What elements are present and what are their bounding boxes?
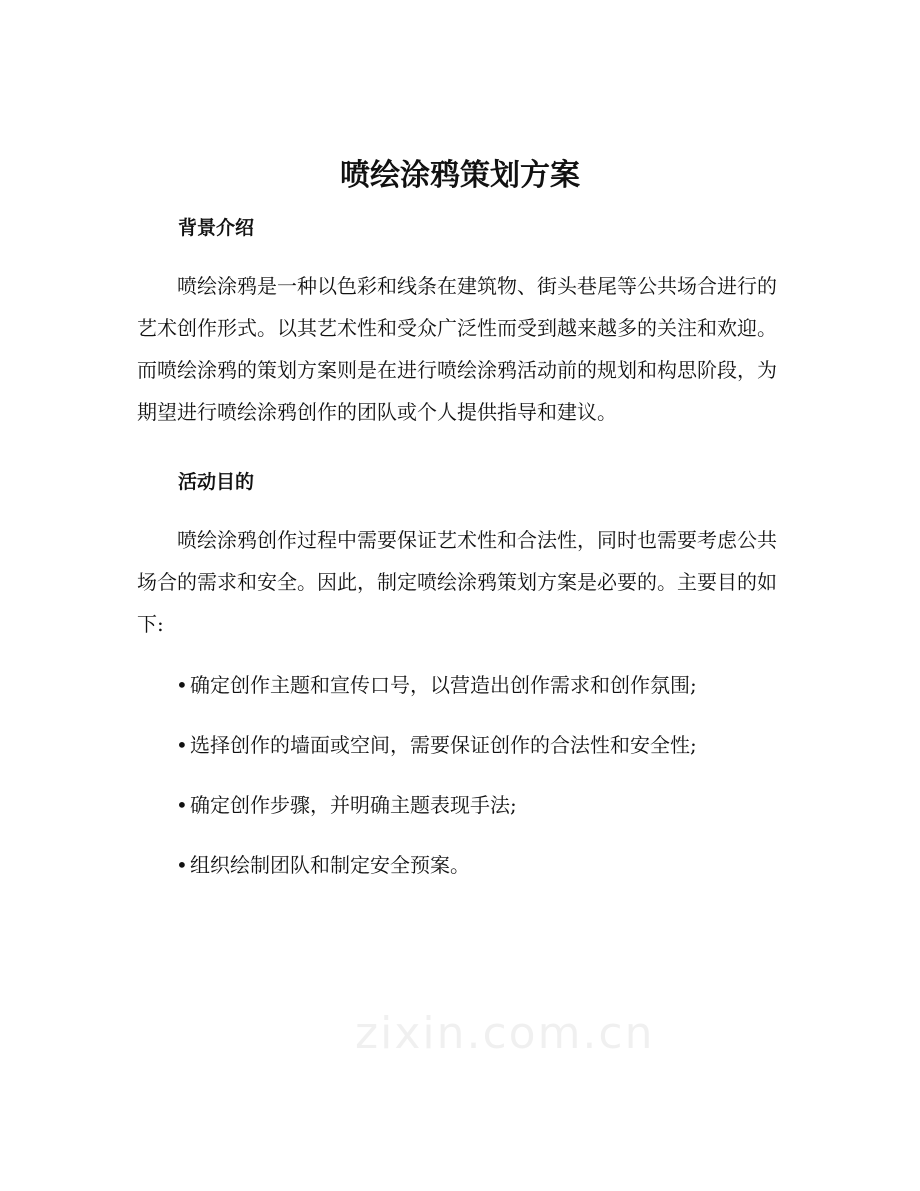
- list-item: [176, 730, 776, 760]
- bullet-icon: •: [176, 673, 188, 697]
- bullet-icon: •: [176, 733, 188, 757]
- list-item: [176, 670, 776, 700]
- background-paragraph: 喷绘涂鸦是一种以色彩和线条在建筑物、街头巷尾等公共场合进行的艺术创作形式。以其艺术性和受众广泛性而受到越来越多的关注和欢迎。而喷绘涂鸦的策划方案则是在进行喷绘涂鸦活动前的规划和构思阶段，为期望进行喷绘涂鸦创作的团队或个人提供指导和建议。: [137, 274, 777, 424]
- bullet-icon: •: [176, 793, 188, 817]
- watermark: zixin.com.cn: [355, 1008, 655, 1059]
- section-heading-background: 背景介绍: [178, 217, 255, 239]
- list-item: [176, 790, 776, 820]
- goals-bullet-list: [176, 670, 776, 910]
- list-item-text: 组织绘制团队和制定安全预案。: [190, 853, 470, 877]
- document-title: 喷绘涂鸦策划方案: [340, 158, 580, 193]
- bullet-icon: •: [176, 853, 188, 877]
- list-item-text: 选择创作的墙面或空间，需要保证创作的合法性和安全性;: [190, 733, 697, 757]
- goals-paragraph: 喷绘涂鸦创作过程中需要保证艺术性和合法性，同时也需要考虑公共场合的需求和安全。因此，制定喷绘涂鸦策划方案是必要的。主要目的如下:: [137, 528, 777, 636]
- list-item: [176, 850, 776, 880]
- section-heading-goals: 活动目的: [178, 471, 255, 493]
- list-item-text: 确定创作步骤，并明确主题表现手法;: [190, 793, 517, 817]
- list-item-text: 确定创作主题和宣传口号，以营造出创作需求和创作氛围;: [190, 673, 697, 697]
